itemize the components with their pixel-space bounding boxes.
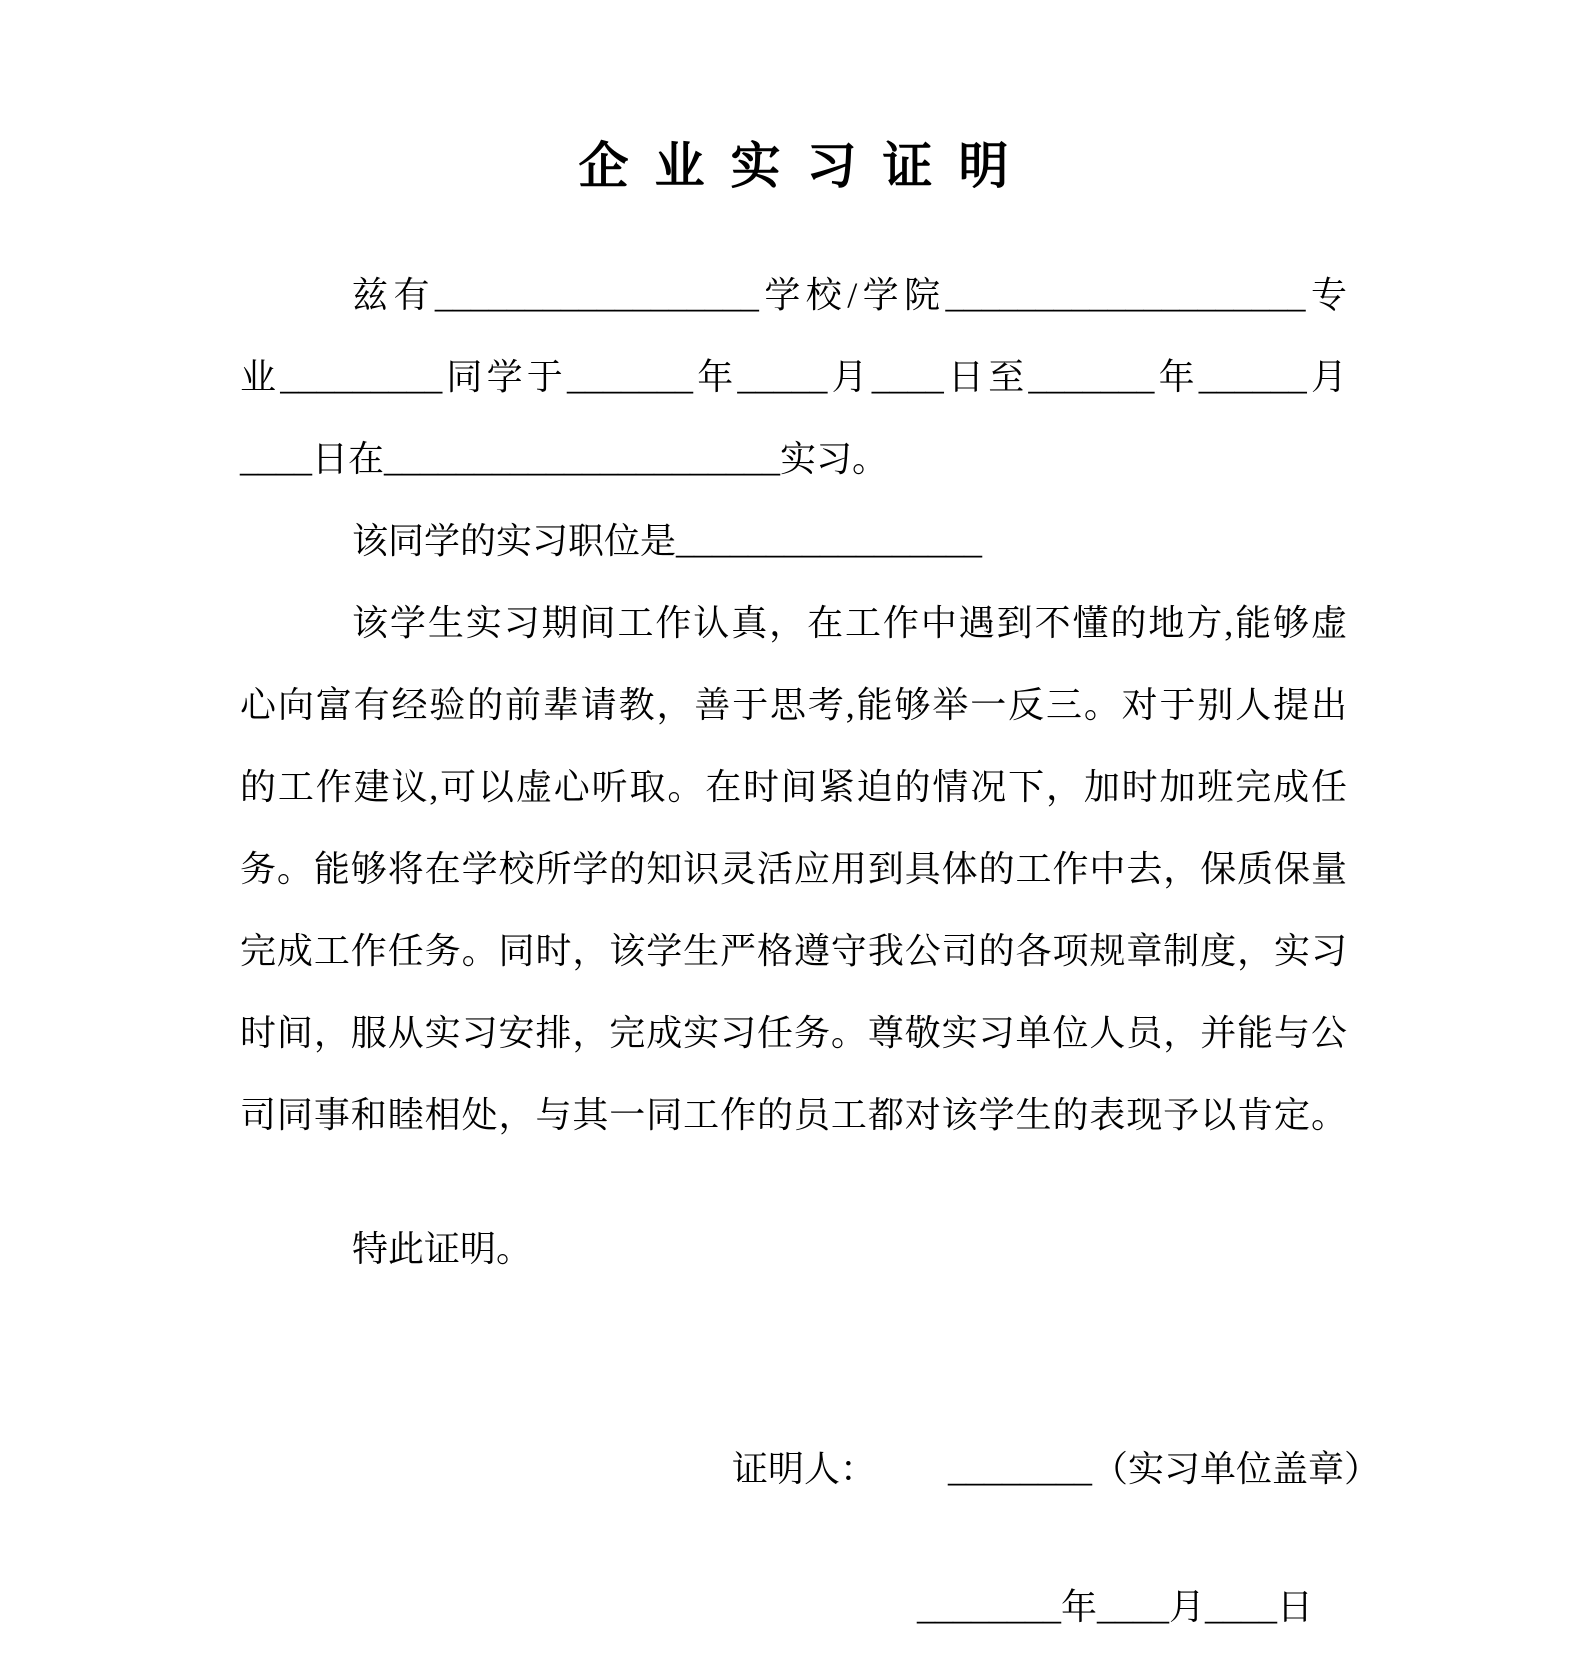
body-line-position: 该同学的实习职位是_________________ xyxy=(352,521,983,561)
body-line-paragraph-1: 该学生实习期间工作认真，在工作中遇到不懂的地方,能够虚 xyxy=(352,603,1347,643)
body-line-paragraph-7: 司同事和睦相处，与其一同工作的员工都对该学生的表现予以肯定。 xyxy=(240,1095,1347,1135)
document-title: 企业实习证明 xyxy=(578,138,1035,194)
body-line-school: 兹有__________________学校/学院____________________专 xyxy=(352,275,1347,315)
body-line-hereby-certify: 特此证明。 xyxy=(352,1229,533,1269)
body-line-paragraph-2: 心向富有经验的前辈请教，善于思考,能够举一反三。对于别人提出 xyxy=(240,685,1347,725)
body-line-company: ____日在______________________实习。 xyxy=(240,439,889,479)
date-line: ________年____月____日 xyxy=(917,1587,1313,1627)
signature-row xyxy=(732,1428,1381,1510)
body-line-paragraph-6: 时间，服从实习安排，完成实习任务。尊敬实习单位人员，并能与公 xyxy=(240,1013,1347,1053)
witness-blank-field: ________ xyxy=(948,1449,1093,1489)
body-line-major-dates: 业_________同学于_______年_____月____日至_______年______月 xyxy=(240,357,1347,397)
witness-label: 证明人： xyxy=(732,1449,877,1489)
body-line-paragraph-5: 完成工作任务。同时，该学生严格遵守我公司的各项规章制度，实习 xyxy=(240,931,1347,971)
body-line-paragraph-3: 的工作建议,可以虚心听取。在时间紧迫的情况下，加时加班完成任 xyxy=(240,767,1347,807)
seal-note: （实习单位盖章） xyxy=(1092,1449,1381,1489)
body-line-paragraph-4: 务。能够将在学校所学的知识灵活应用到具体的工作中去，保质保量 xyxy=(240,849,1347,889)
